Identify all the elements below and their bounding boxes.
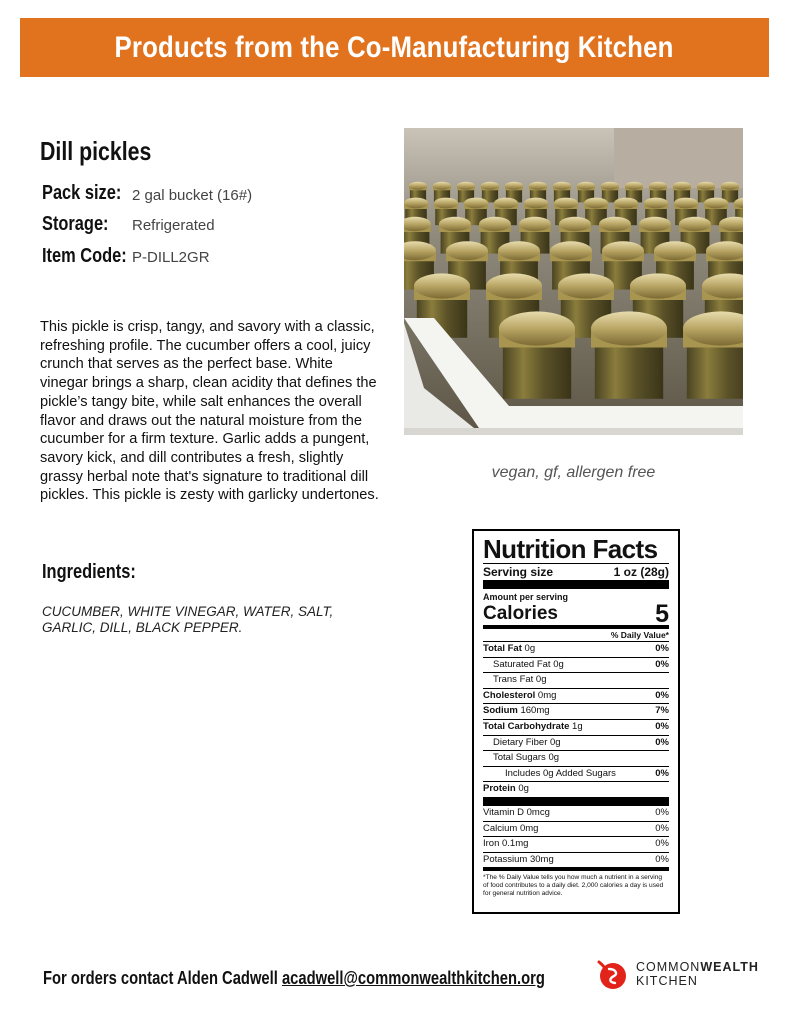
logo-line1-bold: WEALTH — [700, 960, 759, 974]
trans-fat-row: Trans Fat 0g — [483, 672, 669, 688]
potassium-row: Potassium 30mg 0% — [483, 852, 669, 868]
saturated-fat-row: Saturated Fat 0g 0% — [483, 657, 669, 673]
product-name: Dill pickles — [40, 136, 152, 166]
header-banner — [20, 18, 769, 77]
pickle-jars-image — [404, 128, 743, 435]
protein-row: Protein 0g — [483, 781, 669, 797]
contact-text: For orders contact Alden Cadwell — [43, 968, 278, 988]
ingredients-label: Ingredients: — [42, 561, 136, 583]
flame-icon — [596, 958, 628, 990]
added-sugars-row: Includes 0g Added Sugars 0% — [483, 766, 669, 782]
amount-per-serving: Amount per serving — [483, 592, 569, 602]
nutrition-facts-title: Nutrition Facts — [483, 534, 658, 564]
cholesterol-row: Cholesterol 0mg 0% — [483, 688, 669, 704]
ingredients-text: CUCUMBER, WHITE VINEGAR, WATER, SALT, GARLIC, DILL, BLACK PEPPER. — [42, 604, 334, 635]
iron-row: Iron 0.1mg 0% — [483, 836, 669, 852]
storage-value: Refrigerated — [132, 217, 215, 234]
dietary-fiber-row: Dietary Fiber 0g 0% — [483, 735, 669, 751]
logo-line1-light: COMMON — [636, 960, 701, 974]
commonwealth-kitchen-logo — [596, 956, 766, 992]
product-photo — [404, 128, 743, 435]
logo-line2: KITCHEN — [636, 974, 698, 988]
footer-contact — [43, 968, 655, 989]
calories-row: Calories 5 — [483, 600, 669, 628]
dietary-tagline: vegan, gf, allergen free — [491, 464, 656, 481]
daily-value-footnote: *The % Daily Value tells you how much a nutrient in a serving of food contributes to a daily diet. 2,000 calories a day is used for general nutrition advice. — [483, 874, 664, 897]
contact-email-link[interactable]: acadwell@commonwealthkitchen.org — [281, 968, 545, 988]
calcium-row: Calcium 0mg 0% — [483, 821, 669, 837]
total-carbohydrate-row: Total Carbohydrate 1g 0% — [483, 719, 669, 735]
page-title: Products from the Co-Manufacturing Kitchen — [114, 30, 675, 64]
pack-size-value: 2 gal bucket (16#) — [132, 187, 253, 204]
item-code-value: P-DILL2GR — [132, 249, 210, 266]
serving-size-row: Serving size 1 oz (28g) — [483, 565, 669, 579]
total-sugars-row: Total Sugars 0g — [483, 750, 669, 766]
pack-size-label: Pack size: — [42, 182, 122, 204]
item-code-label: Item Code: — [42, 245, 127, 267]
product-description: This pickle is crisp, tangy, and savory with a classic, refreshing profile. The cucumber offers a cool, juicy crunch that serves as the perfect base. White vinegar brings a sharp, clean acidity that defines the pickle’s tangy bite, while salt enhances the overall flavor and draws out the natural moisture from the cucumber for a firm texture. Garlic adds a pungent, savory kick, and dill contributes a fresh, slightly grassy herbal note that's signature to traditional dill pickles. This pickle is zesty with garlicky undertones. — [40, 319, 379, 504]
nutrition-facts-panel — [472, 529, 680, 914]
daily-value-header: % Daily Value* — [483, 625, 669, 641]
sodium-row: Sodium 160mg 7% — [483, 703, 669, 719]
storage-label: Storage: — [42, 213, 109, 235]
total-fat-row: Total Fat 0g 0% — [483, 641, 669, 657]
vitamin-d-row: Vitamin D 0mcg 0% — [483, 806, 669, 818]
